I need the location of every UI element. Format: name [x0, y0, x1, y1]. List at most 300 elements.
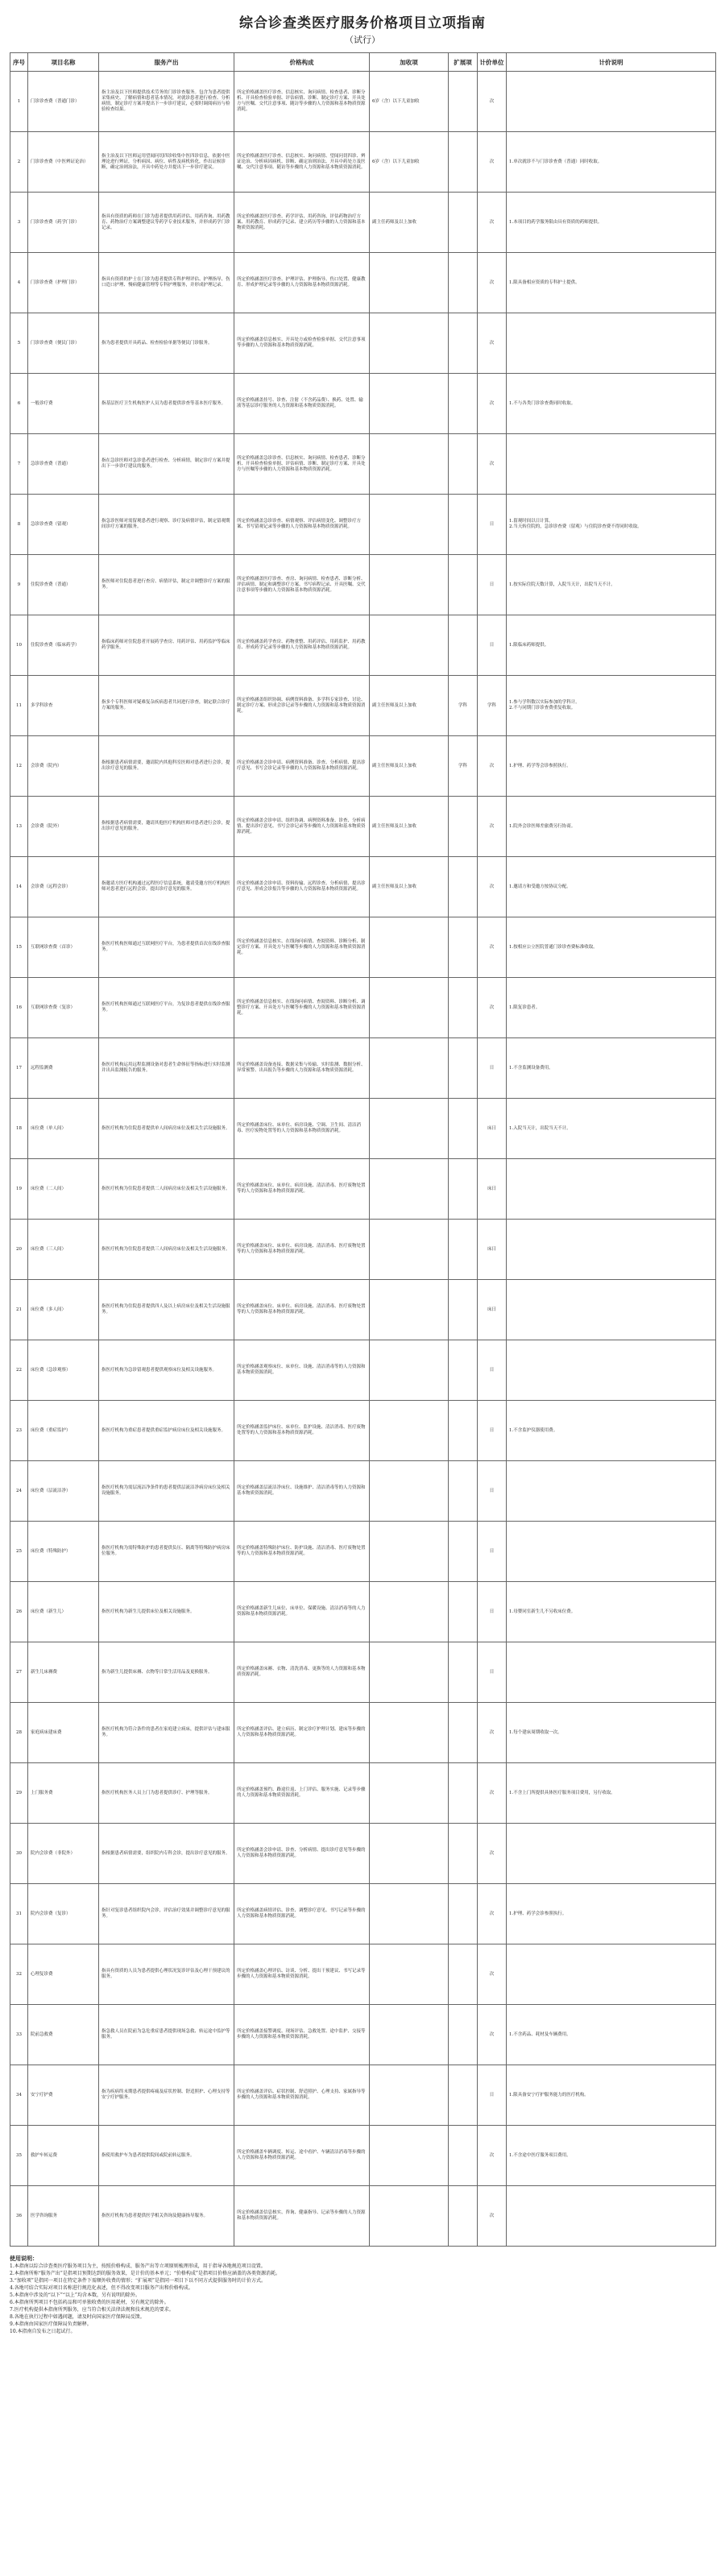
table-row	[10, 1099, 716, 1159]
cell-output: 指医疗机构医务人员上门为患者提供诊疗、护理等服务。	[99, 1763, 234, 1824]
cell-name: 床位费（重症监护）	[28, 1401, 99, 1461]
note-item: 3.“加收项”是指同一项目在特定条件下需额外收费的情形；“扩展项”是指同一项目下以不同方式提供服务时的计价方式。	[10, 2278, 266, 2284]
cell-note: 1.参与学科数以实际参加的学科计。 2.不与同期门诊诊查费重复收取。	[507, 676, 716, 736]
cell-cost: 所定价格涵盖床褥、衣物、清洗消毒、更换等的人力资源和基本物质资源消耗。	[234, 1642, 370, 1703]
table-row	[10, 495, 716, 555]
cell-unit: 日	[478, 495, 507, 555]
table-row	[10, 1280, 716, 1340]
cell-ext	[449, 615, 478, 676]
cell-no: 9	[10, 555, 28, 615]
table-row	[10, 917, 716, 978]
cell-note: 1.每个建床周期收取一次。	[507, 1703, 716, 1763]
cell-extra	[370, 313, 449, 374]
cell-note	[507, 1461, 716, 1522]
cell-no: 6	[10, 374, 28, 434]
cell-cost: 所定价格涵盖病情评估、诊查、调整诊疗意见、书写记录等步骤的人力资源和基本物质资源消耗。	[234, 1884, 370, 1944]
cell-note: 1.院外会诊医师差旅费另行协商。	[507, 797, 716, 857]
cell-ext	[449, 1461, 478, 1522]
cell-cost: 所定价格涵盖车辆调度、转运、途中看护、车辆清洁消毒等步骤的人力资源和基本物质资源消耗。	[234, 2126, 370, 2186]
cell-output: 指根据患者病情需要，邀请其他医疗机构医师对患者进行会诊，提出诊疗意见的服务。	[99, 797, 234, 857]
table-row	[10, 1522, 716, 1582]
cell-cost: 所定价格涵盖会诊申请、资料传输、远程诊查、分析病情、提出诊疗意见、形成会诊报告等步骤的人力资源和基本物质资源消耗。	[234, 857, 370, 917]
table-row	[10, 374, 716, 434]
cell-extra: 副主任医师及以上加收	[370, 797, 449, 857]
cell-no: 28	[10, 1703, 28, 1763]
cell-ext	[449, 917, 478, 978]
cell-cost: 所定价格涵盖会诊申请、诊查、分析病情、提出诊疗意见等步骤的人力资源和基本物质资源消耗。	[234, 1824, 370, 1884]
cell-ext	[449, 434, 478, 495]
cell-unit: 次	[478, 736, 507, 797]
cell-ext	[449, 1582, 478, 1642]
header-note: 计价说明	[507, 53, 716, 72]
cell-cost: 所定价格涵盖医疗诊查、查房、询问病情、检查患者、诊断分析、评估病情、制定和调整诊疗方案、书写病程记录、开具医嘱、交代注意事项等步骤的人力资源和基本物质资源消耗。	[234, 555, 370, 615]
cell-cost: 所定价格涵盖医疗诊查、信息核实、询问病情、检查患者、诊断分析、开具检查检验单据、评估病情、诊断、制定诊疗方案、开具处方与医嘱、交代注意事项、随访等步骤的人力资源和基本物质资源消耗。	[234, 72, 370, 132]
cell-unit: 次	[478, 917, 507, 978]
cell-unit: 次	[478, 1884, 507, 1944]
cell-note: 1.不与各类门诊诊查费同时收取。	[507, 374, 716, 434]
cell-no: 31	[10, 1884, 28, 1944]
cell-unit: 次	[478, 797, 507, 857]
cell-cost: 所定价格涵盖新生儿床位、床单位、保暖设施、清洁消毒等的人力资源和基本物质资源消耗。	[234, 1582, 370, 1642]
cell-extra: 副主任药师及以上加收	[370, 193, 449, 253]
header-extra: 加收项	[370, 53, 449, 72]
cell-cost: 所定价格涵盖急诊诊查、信息核实、询问病情、检查患者、诊断分析、开具检查检验单据、评估病情、诊断、制定诊疗方案、开具处方与医嘱等步骤的人力资源和基本物质资源消耗。	[234, 434, 370, 495]
table-row	[10, 857, 716, 917]
cell-unit: 次	[478, 1763, 507, 1824]
cell-note: 1.按相应公立医院普通门诊诊查费标准收取。	[507, 917, 716, 978]
cell-extra	[370, 1038, 449, 1099]
cell-unit: 日	[478, 2065, 507, 2126]
cell-extra	[370, 978, 449, 1038]
cell-output: 指基层医疗卫生机构医护人员为患者提供诊查等基本医疗服务。	[99, 374, 234, 434]
cell-note	[507, 72, 716, 132]
cell-note	[507, 313, 716, 374]
cell-no: 15	[10, 917, 28, 978]
cell-ext	[449, 2186, 478, 2247]
cell-note: 1.母婴同室新生儿不另收床位费。	[507, 1582, 716, 1642]
document-title: 综合诊查类医疗服务价格项目立项指南	[239, 15, 486, 31]
cell-output: 指急救人员在院前为急危重症患者提供现场急救、转运途中监护等服务。	[99, 2005, 234, 2065]
cell-cost: 所定价格涵盖评估、建立病历、制定诊疗护理计划、建床等步骤的人力资源和基本物质资源消耗。	[234, 1703, 370, 1763]
cell-name: 床位费（三人间）	[28, 1220, 99, 1280]
cell-no: 13	[10, 797, 28, 857]
cell-ext	[449, 132, 478, 193]
note-item: 8.各地在执行过程中如遇问题，请及时向国家医疗保障局反馈。	[10, 2314, 145, 2320]
cell-output: 指医疗机构为符合条件的患者在家庭建立病床，提供评估与建床服务。	[99, 1703, 234, 1763]
cell-output: 指医师对住院患者进行查房、病情评估，制定并调整诊疗方案的服务。	[99, 555, 234, 615]
cell-cost: 所定价格涵盖信息核实、在线询问病情、查阅资料、诊断分析、制定诊疗方案、开具处方与医嘱等步骤的人力资源和基本物质资源消耗。	[234, 917, 370, 978]
cell-output: 指医疗机构为住院患者提供四人及以上病房床位及相关生活设施服务。	[99, 1280, 234, 1340]
cell-unit: 日	[478, 555, 507, 615]
cell-no: 23	[10, 1401, 28, 1461]
cell-name: 床位费（新生儿）	[28, 1582, 99, 1642]
cell-output: 指针对复诊患者组织院内会诊，评估治疗效果并调整诊疗意见的服务。	[99, 1884, 234, 1944]
header-ext: 扩展项	[449, 53, 478, 72]
cell-output: 指在急诊医师对急诊患者进行检查、分析病情，制定诊疗方案并提出下一步诊疗建议的服务。	[99, 434, 234, 495]
cell-name: 床位费（特殊防护）	[28, 1522, 99, 1582]
header-name: 项目名称	[28, 53, 99, 72]
cell-ext	[449, 2126, 478, 2186]
table-row	[10, 676, 716, 736]
cell-name: 新生儿床褥费	[28, 1642, 99, 1703]
cell-output: 指医疗机构运用远程监测设备对患者生命体征等指标进行实时监测并出具监测报告的服务。	[99, 1038, 234, 1099]
cell-ext	[449, 1280, 478, 1340]
cell-ext	[449, 1038, 478, 1099]
cell-ext	[449, 193, 478, 253]
cell-note: 1.不含途中医疗服务项目费用。	[507, 2126, 716, 2186]
cell-name: 门诊诊查费（药学门诊）	[28, 193, 99, 253]
cell-extra	[370, 2005, 449, 2065]
cell-no: 17	[10, 1038, 28, 1099]
cell-note: 1.本项目的药学服务限由具有资质的药师提供。	[507, 193, 716, 253]
cell-ext	[449, 1099, 478, 1159]
cell-ext	[449, 1642, 478, 1703]
cell-note	[507, 1944, 716, 2005]
cell-extra	[370, 1522, 449, 1582]
note-item: 2.本指南所称“服务产出”是指项目预期达到的服务效果，是计价的基本单元；“价格构成”是指项目价格应涵盖的各类资源消耗。	[10, 2271, 280, 2276]
cell-note	[507, 1522, 716, 1582]
cell-no: 21	[10, 1280, 28, 1340]
cell-ext: 学科	[449, 736, 478, 797]
cell-ext	[449, 1401, 478, 1461]
cell-unit: 次	[478, 193, 507, 253]
cell-no: 11	[10, 676, 28, 736]
table-row	[10, 1884, 716, 1944]
cell-unit: 学科	[478, 676, 507, 736]
cell-no: 1	[10, 72, 28, 132]
cell-cost: 所定价格涵盖信息核实、开具处方或检查检验单据、交代注意事项等步骤的人力资源和基本物质资源消耗。	[234, 313, 370, 374]
table-row	[10, 253, 716, 313]
cell-extra	[370, 1884, 449, 1944]
cell-unit: 日	[478, 1461, 507, 1522]
cell-unit: 次	[478, 1944, 507, 2005]
cell-extra	[370, 1703, 449, 1763]
note-item: 10.本指南自发布之日起试行。	[10, 2329, 76, 2334]
cell-name: 门诊诊查费（普通门诊）	[28, 72, 99, 132]
cell-name: 床位费（二人间）	[28, 1159, 99, 1220]
cell-extra	[370, 1099, 449, 1159]
table-row	[10, 1038, 716, 1099]
cell-note	[507, 2186, 716, 2247]
cell-name: 急诊诊查费（留观）	[28, 495, 99, 555]
cell-name: 门诊诊查费（便民门诊）	[28, 313, 99, 374]
cell-no: 24	[10, 1461, 28, 1522]
table-row	[10, 978, 716, 1038]
cell-output: 指医疗机构医师通过互联网医疗平台，为患者提供首次在线诊查服务。	[99, 917, 234, 978]
cell-note	[507, 1159, 716, 1220]
cell-output: 指为新生儿提供床褥、衣物等日常生活用品及更换服务。	[99, 1642, 234, 1703]
cell-extra	[370, 434, 449, 495]
cell-unit: 次	[478, 253, 507, 313]
cell-extra	[370, 2186, 449, 2247]
cell-cost: 所定价格涵盖会诊申请、组织协调、病例资料准备、诊查、分析病情、提出诊疗意见、书写会诊记录等步骤的人力资源和基本物质资源消耗。	[234, 797, 370, 857]
cell-unit: 日	[478, 1401, 507, 1461]
table-row	[10, 736, 716, 797]
cell-cost: 所定价格涵盖药学查房、药物重整、用药评估、用药监护、用药教育、形成药学记录等步骤的人力资源和基本物质资源消耗。	[234, 615, 370, 676]
cell-ext	[449, 555, 478, 615]
cell-no: 16	[10, 978, 28, 1038]
cell-cost: 所定价格涵盖观察床位、床单位、设施、清洁消毒等的人力资源和基本物质资源消耗。	[234, 1340, 370, 1401]
cell-note	[507, 1824, 716, 1884]
cell-cost: 所定价格涵盖挂号、诊查、注射（不含药品费）、换药、处置、输液等基层诊疗服务的人力资源和基本物质资源消耗。	[234, 374, 370, 434]
cell-note: 1.入院当天计，出院当天不计。	[507, 1099, 716, 1159]
cell-cost: 所定价格涵盖床位、床单位、病房设施、清洁消毒、医疗废物处置等的人力资源和基本物质资源消耗。	[234, 1280, 370, 1340]
cell-cost: 所定价格涵盖组织协调、病例资料准备、多学科专家诊查、讨论、制定诊疗方案、形成会诊记录等步骤的人力资源和基本物质资源消耗。	[234, 676, 370, 736]
cell-extra	[370, 555, 449, 615]
table-row	[10, 615, 716, 676]
cell-output: 指多个专科医师对疑难复杂疾病患者共同进行诊查，制定联合诊疗方案的服务。	[99, 676, 234, 736]
cell-extra	[370, 1642, 449, 1703]
cell-name: 安宁疗护费	[28, 2065, 99, 2126]
cell-cost: 所定价格涵盖医疗诊查、药学评估、用药咨询、评估药物治疗方案、用药教育、形成药学记录、建立药历等步骤的人力资源和基本物质资源消耗。	[234, 193, 370, 253]
cell-output: 指具有资质的药师在门诊为患者提供用药评估、用药咨询、用药教育、药物治疗方案调整建议等药学专业技术服务，并形成药学门诊记录。	[99, 193, 234, 253]
cell-extra	[370, 1824, 449, 1884]
cell-ext	[449, 253, 478, 313]
table-row	[10, 1824, 716, 1884]
cell-name: 门诊诊查费（护理门诊）	[28, 253, 99, 313]
pricing-table	[10, 52, 716, 2247]
cell-output: 指急诊医师对需留观患者进行观察、诊疗及病情评估，制定留观期间诊疗方案的服务。	[99, 495, 234, 555]
cell-output: 指医疗机构为住院患者提供三人间病房床位及相关生活设施服务。	[99, 1220, 234, 1280]
cell-no: 30	[10, 1824, 28, 1884]
table-row	[10, 132, 716, 193]
cell-output: 指邀请方医疗机构通过远程医疗信息系统，邀请受邀方医疗机构医师对患者进行远程会诊，提出诊疗意见的服务。	[99, 857, 234, 917]
cell-output: 指具有资质的人员为患者提供心理状况复诊评估及心理干预建议的服务。	[99, 1944, 234, 2005]
cell-cost: 所定价格涵盖床位、床单位、病房设施、空调、卫生间、清洁消毒、医疗废物处置等的人力资源和基本物质资源消耗。	[234, 1099, 370, 1159]
cell-unit: 床日	[478, 1159, 507, 1220]
cell-note: 1.限复诊患者。	[507, 978, 716, 1038]
cell-note: 1.不含上门所提供具体医疗服务项目费用，另行收取。	[507, 1763, 716, 1824]
cell-output: 指使用救护车为患者提供院间或院前转运服务。	[99, 2126, 234, 2186]
cell-unit: 日	[478, 1038, 507, 1099]
cell-name: 会诊费（远程会诊）	[28, 857, 99, 917]
cell-name: 会诊费（院外）	[28, 797, 99, 857]
header-cost: 价格构成	[234, 53, 370, 72]
cell-extra	[370, 2065, 449, 2126]
cell-name: 急诊诊查费（普通）	[28, 434, 99, 495]
cell-cost: 所定价格涵盖监护床位、床单位、监护设施、清洁消毒、医疗废物处置等的人力资源和基本物质资源消耗。	[234, 1401, 370, 1461]
cell-no: 29	[10, 1763, 28, 1824]
cell-ext	[449, 495, 478, 555]
cell-no: 32	[10, 1944, 28, 2005]
table-row	[10, 1401, 716, 1461]
cell-no: 12	[10, 736, 28, 797]
cell-name: 多学科诊查	[28, 676, 99, 736]
cell-unit: 日	[478, 615, 507, 676]
cell-output: 指主治及以下医师运用望闻问切四诊收集中医四诊信息，依据中医理论进行辨证，分析病因、病位、病性及病机转化，作出证候诊断，确定治则治法，开具中药处方并提出下一步诊疗建议。	[99, 132, 234, 193]
cell-note: 1.限临床药师提供。	[507, 615, 716, 676]
note-item: 9.本指南由国家医疗保障局负责解释。	[10, 2321, 92, 2327]
cell-ext	[449, 1220, 478, 1280]
cell-output: 指医疗机构为需特殊防护的患者提供负压、隔离等特殊防护病房床位服务。	[99, 1522, 234, 1582]
cell-note	[507, 1340, 716, 1401]
cell-note: 1.留观时间以日计算。 2.当天转住院的，急诊诊查费（留观）与住院诊查费不得同时收取。	[507, 495, 716, 555]
cell-cost: 所定价格涵盖设备连接、数据采集与传输、实时监测、数据分析、异常预警、出具报告等步骤的人力资源和基本物质资源消耗。	[234, 1038, 370, 1099]
cell-cost: 所定价格涵盖信息核实、在线询问病情、查阅资料、诊断分析、调整诊疗方案、开具处方与医嘱等步骤的人力资源和基本物质资源消耗。	[234, 978, 370, 1038]
table-row	[10, 555, 716, 615]
cell-note: 1.按实际住院天数计算，入院当天计，出院当天不计。	[507, 555, 716, 615]
cell-no: 26	[10, 1582, 28, 1642]
cell-name: 住院诊查费（普通）	[28, 555, 99, 615]
cell-name: 床位费（多人间）	[28, 1280, 99, 1340]
cell-name: 床位费（急诊观察）	[28, 1340, 99, 1401]
cell-name: 会诊费（院内）	[28, 736, 99, 797]
cell-ext	[449, 1340, 478, 1401]
cell-output: 指为患者提供开具药品、检查检验单据等便民门诊服务。	[99, 313, 234, 374]
cell-unit: 次	[478, 2126, 507, 2186]
cell-extra	[370, 1763, 449, 1824]
cell-name: 心理复诊费	[28, 1944, 99, 2005]
document-subtitle: （试行）	[345, 35, 380, 45]
cell-output: 指医疗机构为患者提供医学相关咨询及健康指导服务。	[99, 2186, 234, 2247]
cell-ext	[449, 313, 478, 374]
cell-note: 1.护理、药学会诊参照执行。	[507, 1884, 716, 1944]
cell-ext	[449, 1884, 478, 1944]
cell-extra	[370, 1401, 449, 1461]
cell-extra	[370, 1582, 449, 1642]
cell-cost: 所定价格涵盖急诊诊查、病情观察、评估病情变化、调整诊疗方案、书写留观记录等步骤的人力资源和基本物质资源消耗。	[234, 495, 370, 555]
table-row	[10, 1461, 716, 1522]
cell-unit: 床日	[478, 1099, 507, 1159]
cell-ext	[449, 1824, 478, 1884]
cell-output: 指医疗机构为重症患者提供重症监护病房床位及相关设施服务。	[99, 1401, 234, 1461]
cell-name: 互联网诊查费（复诊）	[28, 978, 99, 1038]
cell-unit: 次	[478, 374, 507, 434]
cell-cost: 所定价格涵盖评估、症状控制、舒适照护、心理支持、家属指导等步骤的人力资源和基本物质资源消耗。	[234, 2065, 370, 2126]
cell-extra	[370, 615, 449, 676]
table-row	[10, 434, 716, 495]
cell-cost: 所定价格涵盖医疗诊查、信息核实、询问病情、望闻问切四诊、辨证论治、分析病因病机、诊断、确定治则治法、开具中药处方及医嘱、交代注意事项、随访等步骤的人力资源和基本物质资源消耗。	[234, 132, 370, 193]
cell-no: 36	[10, 2186, 28, 2247]
cell-unit: 床日	[478, 1280, 507, 1340]
cell-name: 医学咨询服务	[28, 2186, 99, 2247]
cell-output: 指医疗机构为需层流洁净条件的患者提供层流洁净病房床位及相关设施服务。	[99, 1461, 234, 1522]
cell-no: 2	[10, 132, 28, 193]
cell-output: 指主治及以下医师提供技术劳务的门诊诊查服务。包含为患者提供采集病史、了解病情和患者基本情况，对就诊患者进行检查、分析病情，制定诊疗方案并提出下一步诊疗建议，必要时调阅病历与检验检查结果。	[99, 72, 234, 132]
cell-unit: 日	[478, 1340, 507, 1401]
cell-extra	[370, 1461, 449, 1522]
cell-unit: 次	[478, 978, 507, 1038]
cell-no: 8	[10, 495, 28, 555]
cell-cost: 所定价格涵盖特殊防护床位、防护设施、清洁消毒、医疗废物处置等的人力资源和基本物质资源消耗。	[234, 1522, 370, 1582]
cell-cost: 所定价格涵盖接警调度、现场评估、急救处置、途中监护、交接等步骤的人力资源和基本物质资源消耗。	[234, 2005, 370, 2065]
cell-name: 院内会诊费（复诊）	[28, 1884, 99, 1944]
cell-extra	[370, 495, 449, 555]
table-row	[10, 2186, 716, 2247]
cell-name: 院前急救费	[28, 2005, 99, 2065]
cell-unit: 次	[478, 2186, 507, 2247]
note-item: 7.医疗机构提供本指南所列服务，应当符合相关法律法规和技术规范的要求。	[10, 2307, 174, 2313]
usage-notes	[10, 2255, 715, 2456]
cell-output: 指医疗机构为急诊留观患者提供观察床位及相关设施服务。	[99, 1340, 234, 1401]
table-row	[10, 2005, 716, 2065]
table-row	[10, 72, 716, 132]
cell-note: 1.不含药品、耗材及车辆费用。	[507, 2005, 716, 2065]
table-row	[10, 1220, 716, 1280]
cell-unit: 次	[478, 2005, 507, 2065]
table-row	[10, 1642, 716, 1703]
cell-output: 指为疾病终末期患者提供疼痛及症状控制、舒适照护、心理支持等安宁疗护服务。	[99, 2065, 234, 2126]
cell-ext	[449, 797, 478, 857]
cell-unit: 次	[478, 132, 507, 193]
cell-output: 指临床药师对住院患者开展药学查房、用药评估、用药监护等临床药学服务。	[99, 615, 234, 676]
cell-ext	[449, 2005, 478, 2065]
cell-name: 床位费（层流洁净）	[28, 1461, 99, 1522]
cell-unit: 次	[478, 1824, 507, 1884]
cell-output: 指根据患者病情需要，邀请院内其他科室医师对患者进行会诊，提出诊疗意见的服务。	[99, 736, 234, 797]
cell-no: 19	[10, 1159, 28, 1220]
cell-extra	[370, 1220, 449, 1280]
note-item: 1.本指南以综合诊查类医疗服务项目为主，按照价格构成、服务产出等立项原则梳理形成，用于指导各地规范项目设置。	[10, 2263, 266, 2269]
cell-note	[507, 1642, 716, 1703]
cell-unit: 次	[478, 1703, 507, 1763]
cell-no: 5	[10, 313, 28, 374]
cell-output: 指医疗机构为新生儿提供床位及相关设施服务。	[99, 1582, 234, 1642]
note-item: 5.本指南中涉及的“以下”“以上”均含本数，另有说明的除外。	[10, 2292, 140, 2298]
cell-note: 1.不含监测设备费用。	[507, 1038, 716, 1099]
cell-cost: 所定价格涵盖心理评估、访谈、分析、提出干预建议、书写记录等步骤的人力资源和基本物质资源消耗。	[234, 1944, 370, 2005]
cell-ext	[449, 1944, 478, 2005]
table-row	[10, 2065, 716, 2126]
cell-name: 互联网诊查费（首诊）	[28, 917, 99, 978]
cell-extra	[370, 1340, 449, 1401]
table-row	[10, 1582, 716, 1642]
cell-note: 1.单次就诊不与门诊诊查费（普通）同时收取。	[507, 132, 716, 193]
cell-extra: 副主任医师及以上加收	[370, 736, 449, 797]
cell-ext	[449, 1703, 478, 1763]
cell-note	[507, 1220, 716, 1280]
cell-extra	[370, 917, 449, 978]
cell-no: 22	[10, 1340, 28, 1401]
cell-cost: 所定价格涵盖预约、路途往返、上门评估、服务实施、记录等步骤的人力资源和基本物质资源消耗。	[234, 1763, 370, 1824]
cell-cost: 所定价格涵盖医疗诊查、护理评估、护理指导、伤口处置、健康教育、形成护理记录等步骤的人力资源和基本物质资源消耗。	[234, 253, 370, 313]
cell-unit: 次	[478, 434, 507, 495]
cell-extra	[370, 1159, 449, 1220]
cell-ext	[449, 1159, 478, 1220]
cell-output: 指医疗机构为住院患者提供单人间病房床位及相关生活设施服务。	[99, 1099, 234, 1159]
cell-note: 1.限具备安宁疗护服务能力的医疗机构。	[507, 2065, 716, 2126]
header-no: 序号	[10, 53, 28, 72]
cell-name: 上门服务费	[28, 1763, 99, 1824]
cell-cost: 所定价格涵盖层流洁净床位、设施维护、清洁消毒等的人力资源和基本物质资源消耗。	[234, 1461, 370, 1522]
cell-extra	[370, 253, 449, 313]
cell-no: 10	[10, 615, 28, 676]
cell-unit: 次	[478, 313, 507, 374]
table-row	[10, 1159, 716, 1220]
cell-no: 4	[10, 253, 28, 313]
cell-ext	[449, 72, 478, 132]
cell-note	[507, 434, 716, 495]
table-row	[10, 797, 716, 857]
cell-extra: 副主任医师及以上加收	[370, 676, 449, 736]
cell-no: 34	[10, 2065, 28, 2126]
cell-extra	[370, 1280, 449, 1340]
cell-no: 27	[10, 1642, 28, 1703]
table-row	[10, 1763, 716, 1824]
cell-ext	[449, 1522, 478, 1582]
note-item: 6.本指南所列项目不包括药品和可单独收费的医用耗材，另有规定的除外。	[10, 2300, 169, 2305]
header-unit: 计价单位	[478, 53, 507, 72]
cell-note: 1.邀请方和受邀方按协议分配。	[507, 857, 716, 917]
cell-output: 指医疗机构为住院患者提供二人间病房床位及相关生活设施服务。	[99, 1159, 234, 1220]
cell-extra	[370, 374, 449, 434]
cell-ext	[449, 374, 478, 434]
cell-note: 1.不含监护仪器使用费。	[507, 1401, 716, 1461]
cell-ext: 学科	[449, 676, 478, 736]
cell-no: 14	[10, 857, 28, 917]
cell-no: 35	[10, 2126, 28, 2186]
cell-name: 家庭病床建床费	[28, 1703, 99, 1763]
